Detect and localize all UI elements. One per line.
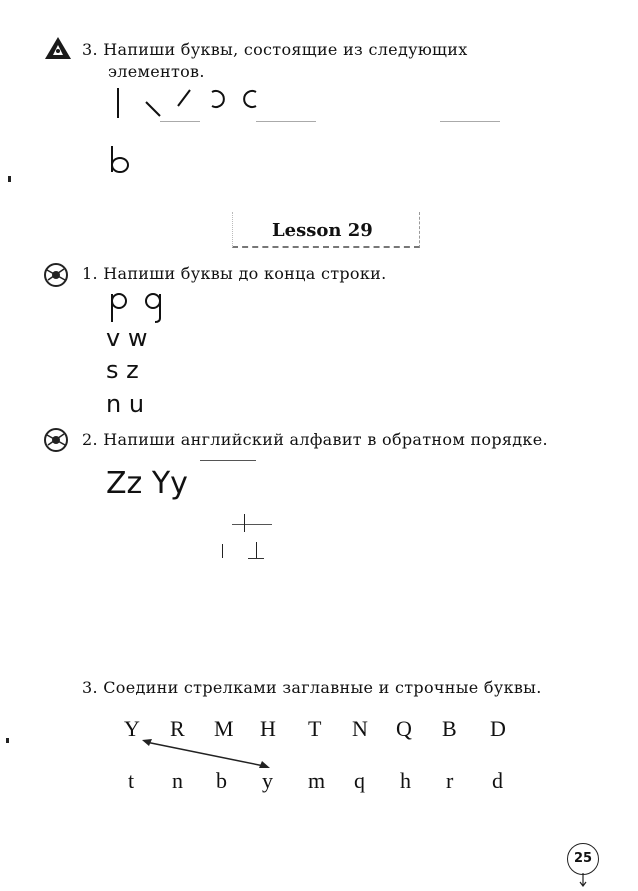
lowercase-letter[interactable]: r [446,768,454,793]
uppercase-letter[interactable]: R [170,716,185,741]
task1-row-nu: n u [106,390,145,418]
pencil-globe-icon [42,261,68,287]
lowercase-letter[interactable]: n [172,768,183,793]
example-arrow [138,734,278,774]
uppercase-letter[interactable]: Q [396,716,412,741]
uppercase-letter[interactable]: Y [124,716,140,741]
uppercase-letter[interactable]: T [308,716,322,741]
task1-row-vw: v w [106,324,148,352]
task2-sample: Zz Yy [106,466,188,501]
page-number-tail-icon [578,873,588,887]
triangle-task-icon [44,36,70,62]
lowercase-letter[interactable]: b [216,768,227,793]
task1-row-pq [108,290,168,320]
lowercase-letter[interactable]: y [262,768,273,793]
task2-text: 2. Напиши английский алфавит в обратном порядке. [82,430,548,449]
lowercase-letter[interactable]: m [308,768,326,793]
lowercase-letter[interactable]: h [400,768,411,793]
pencil-globe-icon [42,426,68,452]
uppercase-letter[interactable]: H [260,716,276,741]
letter-b-sample [108,144,138,178]
uppercase-letter[interactable]: D [490,716,506,741]
lowercase-letter[interactable]: t [128,768,135,793]
task1-row-sz: s z [106,356,139,384]
task3-text: 3. Соедини стрелками заглавные и строчные буквы. [82,678,542,697]
lowercase-letter[interactable]: q [354,768,365,793]
lesson-title: Lesson 29 [272,220,373,241]
lowercase-letter[interactable]: d [492,768,503,793]
task-a-text-line2: элементов. [108,62,205,81]
page-number: 25 [567,843,599,875]
task-a-text-line1: 3. Напиши буквы, состоящие из следующих [82,40,468,59]
uppercase-letter[interactable]: N [352,716,368,741]
uppercase-letter[interactable]: B [442,716,457,741]
task1-text: 1. Напиши буквы до конца строки. [82,264,387,283]
uppercase-letter[interactable]: M [214,716,234,741]
